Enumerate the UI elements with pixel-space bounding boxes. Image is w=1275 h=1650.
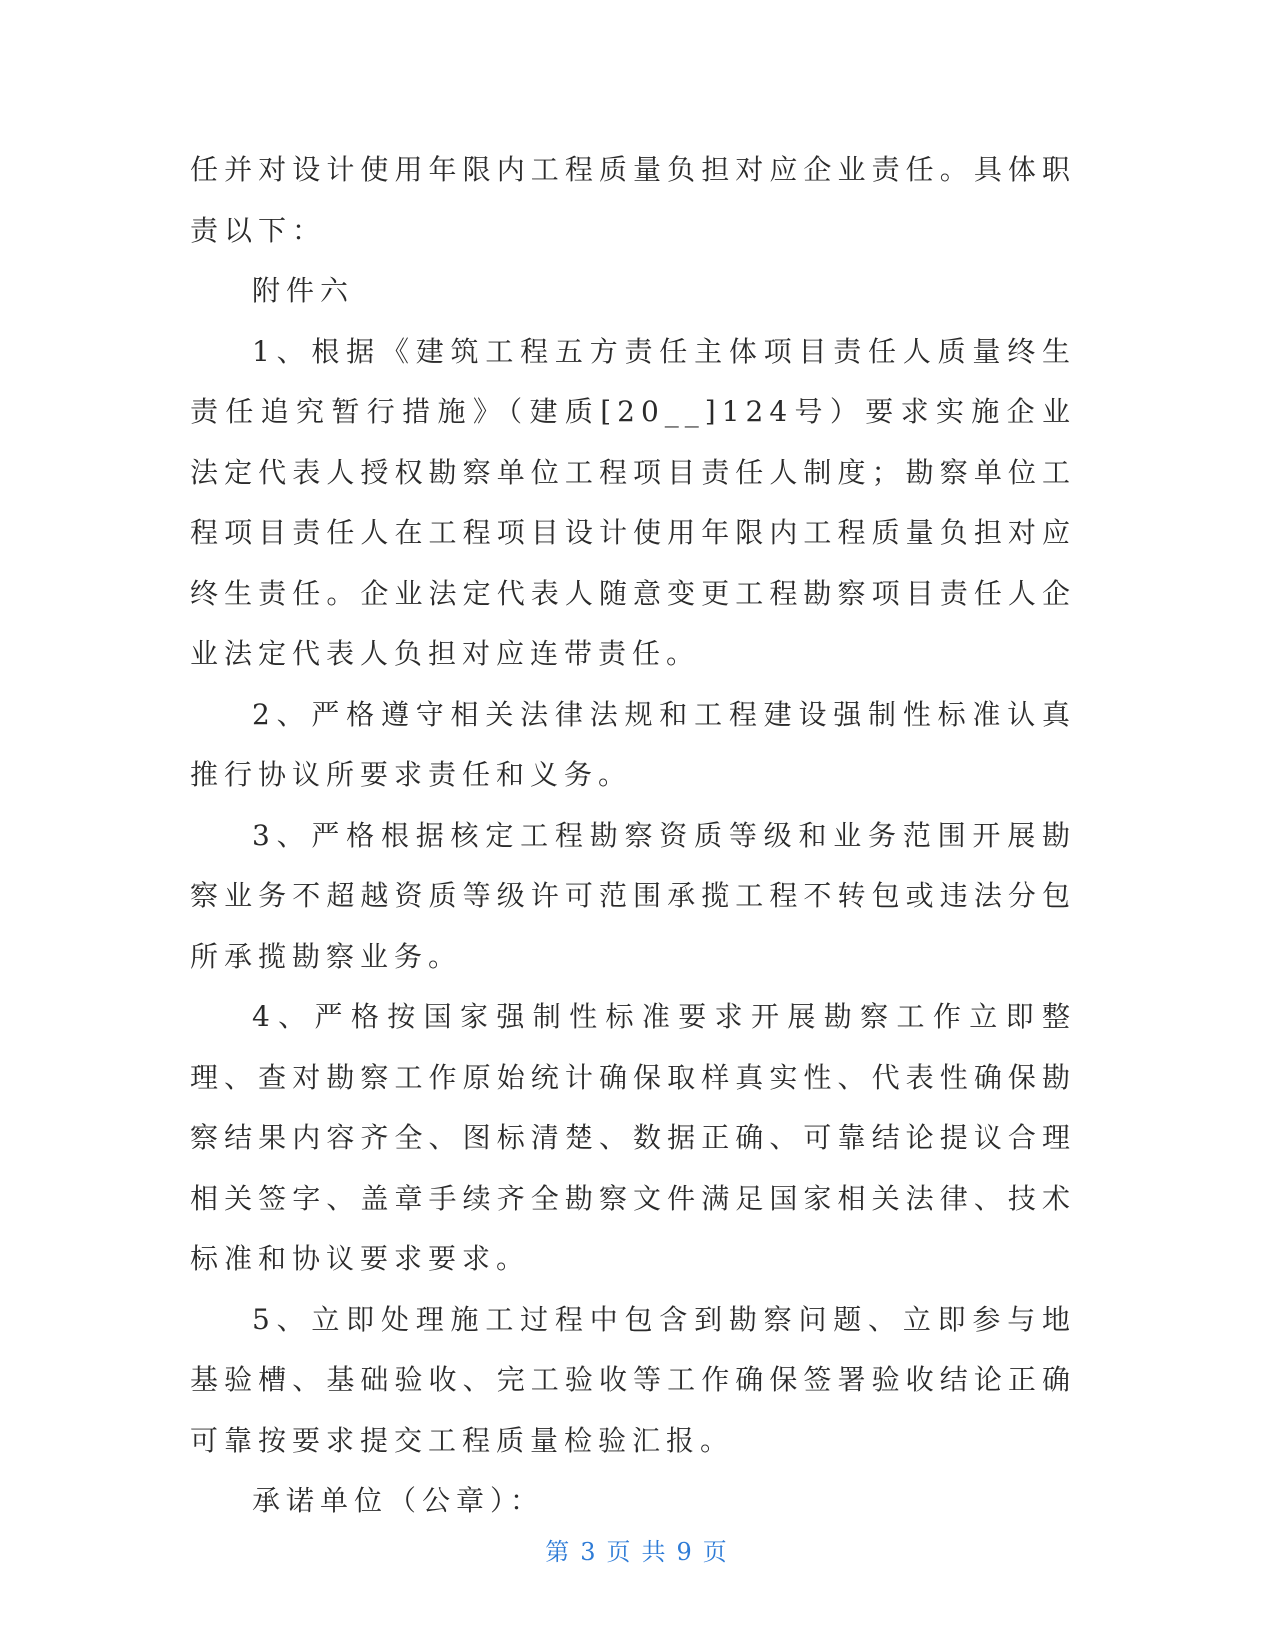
paragraph-item-5: 5、立即处理施工过程中包含到勘察问题、立即参与地基验槽、基础验收、完工验收等工作确保签署验收结论正确可靠按要求提交工程质量检验汇报。 bbox=[190, 1302, 1076, 1457]
footer-page-mid: 页 bbox=[606, 1538, 634, 1566]
paragraph-item-3: 3、严格根据核定工程勘察资质等级和业务范围开展勘察业务不超越资质等级许可范围承揽工程不转包或违法分包所承揽勘察业务。 bbox=[190, 818, 1076, 973]
footer-current-page: 3 bbox=[580, 1538, 599, 1566]
footer-total-prefix: 共 bbox=[641, 1538, 669, 1566]
page-number-footer bbox=[0, 1532, 1275, 1567]
footer-total-pages: 9 bbox=[676, 1538, 695, 1566]
paragraph-item-2: 2、严格遵守相关法律法规和工程建设强制性标准认真推行协议所要求责任和义务。 bbox=[190, 697, 1076, 791]
paragraph-item-4: 4、严格按国家强制性标准要求开展勘察工作立即整理、查对勘察工作原始统计确保取样真实性、代表性确保勘察结果内容齐全、图标清楚、数据正确、可靠结论提议合理相关签字、盖章手续齐全勘察文件满足国家相关法律、技术标准和协议要求要求。 bbox=[190, 1000, 1076, 1275]
attachment-heading: 附件六 bbox=[252, 274, 355, 307]
signature-line: 承诺单位（公章）： bbox=[252, 1484, 545, 1517]
footer-page-suffix: 页 bbox=[702, 1538, 730, 1566]
document-body bbox=[190, 140, 1076, 1532]
paragraph-continuation: 任并对设计使用年限内工程质量负担对应企业责任。具体职责以下： bbox=[190, 153, 1076, 247]
footer-page-prefix: 第 bbox=[545, 1538, 573, 1566]
paragraph-item-1: 1、根据《建筑工程五方责任主体项目责任人质量终生责任追究暂行措施》（建质[20__]124号）要求实施企业法定代表人授权勘察单位工程项目责任人制度；勘察单位工程项目责任人在工程项目设计使用年限内工程质量负担对应终生责任。企业法定代表人随意变更工程勘察项目责任人企业法定代表人负担对应连带责任。 bbox=[190, 334, 1076, 670]
